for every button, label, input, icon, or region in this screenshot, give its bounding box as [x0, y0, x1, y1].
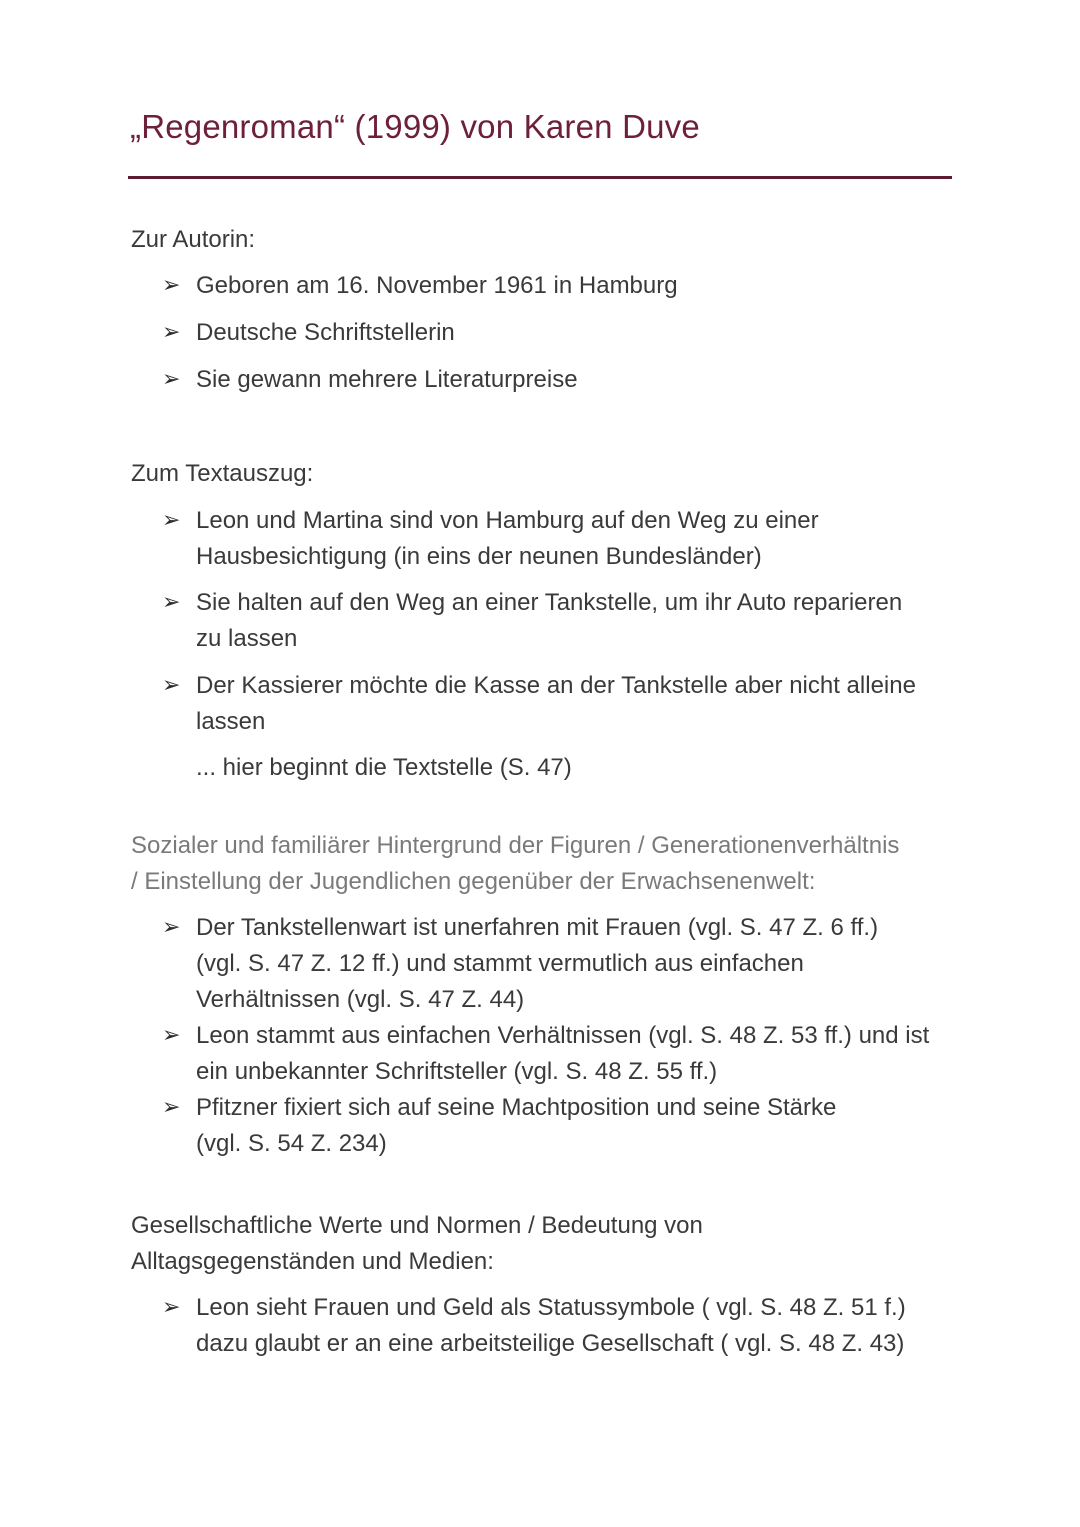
list-item-text: Der Kassierer möchte die Kasse an der Tankstelle aber nicht alleine: [196, 672, 916, 699]
heading-textauszug: Zum Textauszug:: [131, 460, 314, 487]
list-item: [162, 668, 962, 740]
list-item: [162, 1018, 962, 1090]
list-item: [162, 1090, 962, 1162]
list-item-text: Sie gewann mehrere Literaturpreise: [196, 366, 578, 393]
list-item-text: Pfitzner fixiert sich auf seine Machtposition und seine Stärke: [196, 1094, 837, 1121]
list-item-text: Deutsche Schriftstellerin: [196, 319, 455, 346]
list-item-text: Leon stammt aus einfachen Verhältnissen (vgl. S. 48 Z. 53 ff.) und ist: [196, 1022, 930, 1049]
list-item: [162, 1290, 962, 1362]
list-item-text: ein unbekannter Schriftsteller (vgl. S. 48 Z. 55 ff.): [196, 1058, 718, 1085]
arrow-bullet-icon: ➢: [162, 273, 181, 298]
heading-autorin: Zur Autorin:: [131, 226, 256, 253]
list-item-text: dazu glaubt er an eine arbeitsteilige Gesellschaft ( vgl. S. 48 Z. 43): [196, 1330, 905, 1357]
list-item-text: Der Tankstellenwart ist unerfahren mit Frauen (vgl. S. 47 Z. 6 ff.): [196, 914, 879, 941]
arrow-bullet-icon: ➢: [162, 590, 181, 615]
heading-hintergrund: Sozialer und familiärer Hintergrund der Figuren / Generationenverhältnis: [131, 832, 900, 859]
list-item-text: Sie halten auf den Weg an einer Tankstelle, um ihr Auto reparieren: [196, 589, 903, 616]
list-item-text: Leon und Martina sind von Hamburg auf den Weg zu einer: [196, 507, 819, 534]
arrow-bullet-icon: ➢: [162, 673, 181, 698]
arrow-bullet-icon: ➢: [162, 1023, 181, 1048]
heading-hintergrund-line-2: / Einstellung der Jugendlichen gegenüber der Erwachsenenwelt:: [131, 868, 816, 895]
list-item-text: (vgl. S. 54 Z. 234): [196, 1130, 387, 1157]
arrow-bullet-icon: ➢: [162, 1095, 181, 1120]
arrow-bullet-icon: ➢: [162, 320, 181, 345]
list-item-text: Verhältnissen (vgl. S. 47 Z. 44): [196, 986, 525, 1013]
list-item: [162, 315, 962, 351]
list-item: [162, 268, 962, 304]
arrow-bullet-icon: ➢: [162, 1295, 181, 1320]
heading-werte-line-2: Alltagsgegenständen und Medien:: [131, 1248, 494, 1275]
arrow-bullet-icon: ➢: [162, 367, 181, 392]
arrow-bullet-icon: ➢: [162, 915, 181, 940]
list-item: [162, 585, 962, 657]
list-item-text: Leon sieht Frauen und Geld als Statussymbole ( vgl. S. 48 Z. 51 f.): [196, 1294, 906, 1321]
arrow-bullet-icon: ➢: [162, 508, 181, 533]
heading-werte: Gesellschaftliche Werte und Normen / Bedeutung von: [131, 1212, 703, 1239]
page-title: „Regenroman“ (1999) von Karen Duve: [130, 108, 700, 145]
list-item-text: Geboren am 16. November 1961 in Hamburg: [196, 272, 678, 299]
list-item-text: Hausbesichtigung (in eins der neunen Bundesländer): [196, 543, 762, 570]
text-note: ... hier beginnt die Textstelle (S. 47): [196, 754, 572, 781]
list-item: [162, 362, 962, 398]
list-item-text: (vgl. S. 47 Z. 12 ff.) und stammt vermutlich aus einfachen: [196, 950, 804, 977]
list-item: [162, 503, 962, 575]
list-item: [162, 910, 962, 1018]
list-item-text: lassen: [196, 708, 266, 735]
list-item-text: zu lassen: [196, 625, 298, 652]
title-divider: [128, 176, 952, 179]
